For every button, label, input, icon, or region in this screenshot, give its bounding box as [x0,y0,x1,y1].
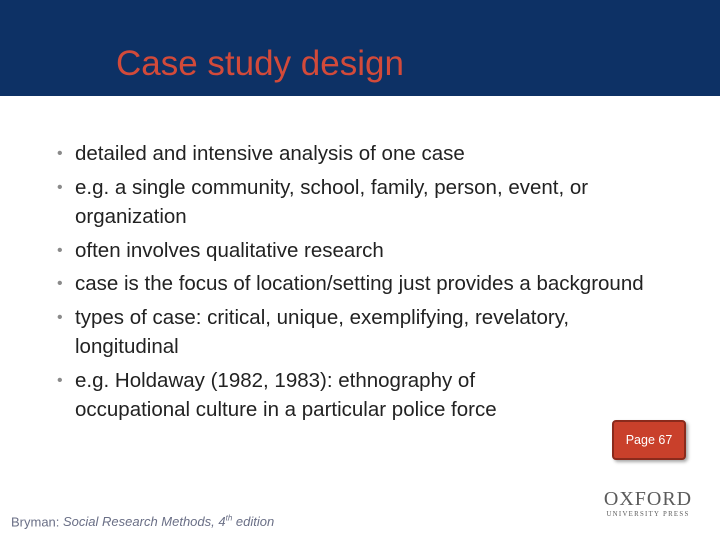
bullet-icon: • [57,275,63,292]
page-number-button[interactable]: Page 67 [612,420,686,460]
bullet-item [57,173,677,232]
bullet-item [57,139,677,169]
logo-name: OXFORD [603,488,693,510]
bullet-text: e.g. a single community, school, family, person, event, or organization [75,175,589,228]
bullet-item [57,269,677,299]
bullet-item [57,236,677,266]
bullet-text: e.g. Holdaway (1982, 1983): ethnography of occupational culture in a particular police force [75,368,497,421]
bullet-text: case is the focus of location/setting just provides a background [75,272,644,295]
bullet-icon: • [57,178,63,196]
bullet-text: types of case: critical, unique, exemplifying, revelatory, longitudinal [75,305,570,358]
bullet-item [57,366,595,425]
bullet-icon: • [57,371,63,389]
footer-book-title: Social Research Methods, 4th edition [63,514,275,530]
bullet-text: detailed and intensive analysis of one case [75,142,465,165]
bullet-text: often involves qualitative research [75,238,384,262]
bullet-list [57,139,677,429]
bullet-icon: • [57,308,63,326]
footer-author: Bryman: [11,514,64,530]
bullet-icon: • [57,241,63,259]
bullet-icon: • [57,145,63,162]
footer-edition-sup: th [225,514,233,523]
footer-citation [11,514,274,529]
slide-title: Case study design [116,44,404,83]
oxford-logo [596,488,700,520]
logo-subtitle: UNIVERSITY PRESS [606,511,690,518]
bullet-item [57,303,677,362]
